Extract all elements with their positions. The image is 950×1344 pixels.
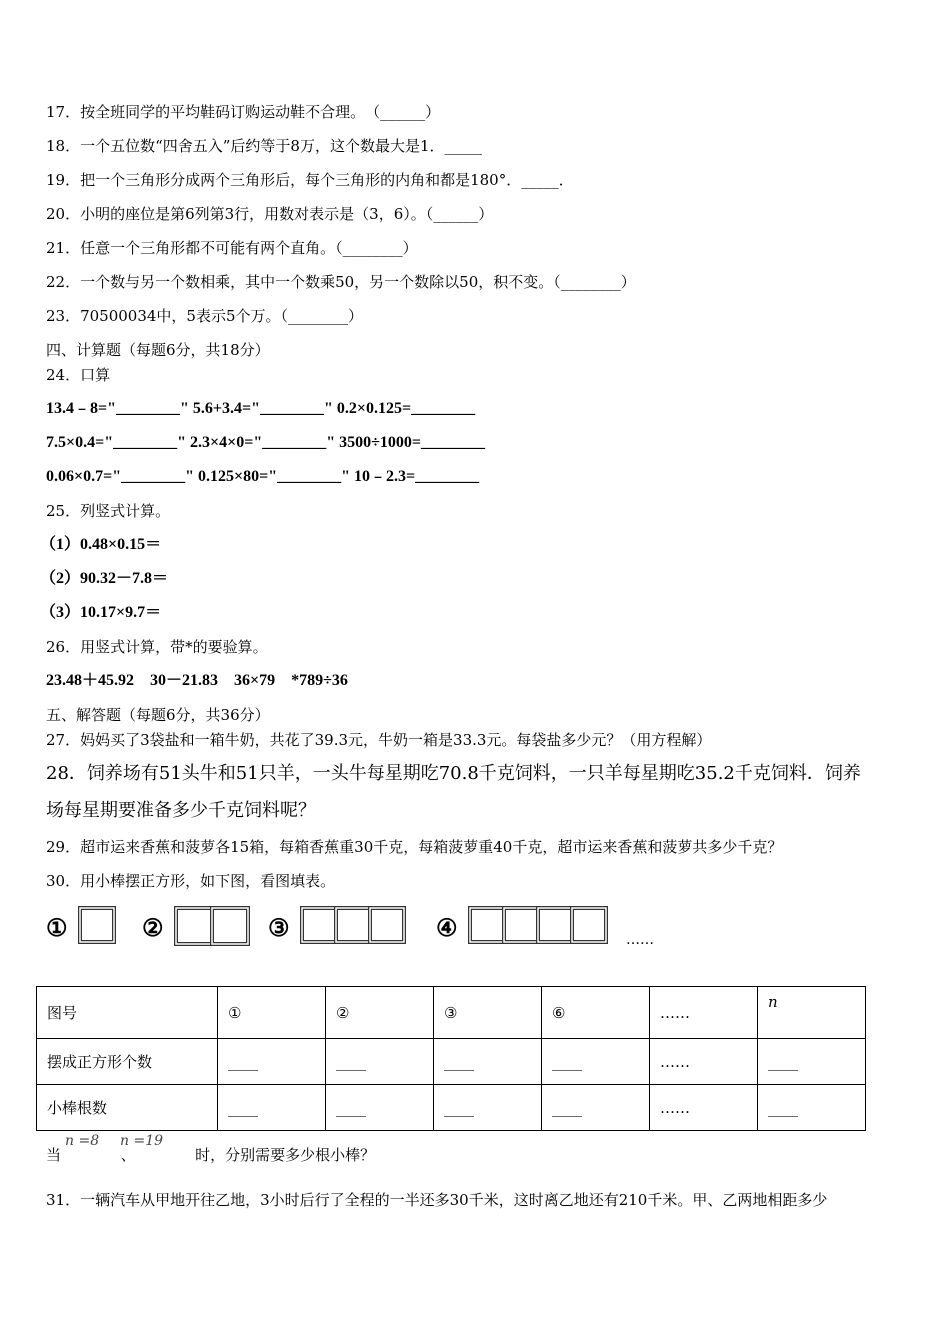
calc-row: 13.4﹣8="________" 5.6+3.4="________" 0.2×0.125=________	[46, 400, 476, 417]
matchstick-square	[504, 908, 538, 942]
question-24: 24．口算	[46, 366, 111, 384]
figure-label: ③	[268, 913, 290, 942]
question-22: 22．一个数与另一个数相乘，其中一个数乘50，另一个数除以50，积不变。（________）	[46, 273, 636, 291]
matchstick-square	[370, 908, 404, 942]
q25-item: （2）90.32－7.8＝	[40, 570, 169, 587]
table-cell: ……	[650, 1085, 758, 1131]
table-cell: ②	[326, 987, 434, 1039]
calc-row: 0.06×0.7="________" 0.125×80="________" 10﹣2.3=________	[46, 468, 480, 485]
table-cell: ____	[218, 1085, 326, 1131]
question-28-line2: 场每星期要准备多少千克饲料呢？	[46, 800, 316, 821]
question-20: 20．小明的座位是第6列第3行，用数对表示是（3，6）。（______）	[46, 205, 494, 223]
matchstick-figure	[44, 900, 684, 954]
table-row	[37, 1039, 866, 1085]
question-21: 21．任意一个三角形都不可能有两个直角。（________）	[46, 239, 418, 257]
followup-separator: 、	[120, 1146, 136, 1164]
table-cell: ____	[218, 1039, 326, 1085]
matchstick-square	[470, 908, 504, 942]
table-cell: 摆成正方形个数	[37, 1039, 218, 1085]
table-cell: ____	[434, 1039, 542, 1085]
table-cell: ____	[542, 1039, 650, 1085]
matchstick-svg	[44, 900, 684, 950]
fill-table	[36, 986, 866, 1131]
matchstick-square	[212, 908, 248, 944]
table-cell: ____	[542, 1085, 650, 1131]
matchstick-square	[176, 908, 212, 944]
table-row	[37, 1085, 866, 1131]
question-17: 17．按全班同学的平均鞋码订购运动鞋不合理。 （______）	[46, 103, 441, 121]
matchstick-square	[370, 908, 404, 942]
matchstick-square	[336, 908, 370, 942]
figure-label: ②	[142, 913, 164, 942]
table-cell: ……	[650, 987, 758, 1039]
table-cell: ____	[326, 1039, 434, 1085]
table-cell: ①	[218, 987, 326, 1039]
table-cell: 小棒根数	[37, 1085, 218, 1131]
n-equals-8: n =8	[65, 1133, 100, 1149]
question-31: 31．一辆汽车从甲地开往乙地，3小时后行了全程的一半还多30千米，这时离乙地还有210千米。甲、乙两地相距多少	[46, 1191, 828, 1209]
table-cell: ____	[758, 1039, 866, 1085]
question-28-line1: 28．饲养场有51头牛和51只羊，一头牛每星期吃70.8千克饲料，一只羊每星期吃35.2千克饲料．饲养	[46, 763, 861, 784]
table-cell: ____	[758, 1085, 866, 1131]
question-30: 30．用小棒摆正方形，如下图，看图填表。	[46, 872, 336, 890]
q26-items: 23.48＋45.92 30－21.83 36×79 *789÷36	[46, 672, 348, 689]
question-23: 23．70500034中，5表示5个万。（________）	[46, 307, 364, 325]
figure-label: ①	[46, 913, 68, 942]
table-header-row	[37, 987, 866, 1039]
table-cell: ⑥	[542, 987, 650, 1039]
question-26: 26．用竖式计算，带*的要验算。	[46, 638, 268, 656]
matchstick-square	[538, 908, 572, 942]
q25-item: （3）10.17×9.7＝	[40, 604, 162, 621]
calc-row: 7.5×0.4="________" 2.3×4×0="________" 3500÷1000=________	[46, 434, 486, 451]
table-cell: 图号	[37, 987, 218, 1039]
followup-prefix: 当	[46, 1146, 62, 1164]
matchstick-square	[572, 908, 606, 942]
question-18: 18．一个五位数“四舍五入”后约等于8万，这个数最大是1．_____	[46, 137, 483, 155]
matchstick-square	[80, 908, 114, 942]
figure-ellipsis: ……	[626, 932, 654, 948]
section-4-heading: 四、计算题（每题6分，共18分）	[46, 341, 270, 359]
table-cell: ____	[326, 1085, 434, 1131]
section-5-heading: 五、解答题（每题6分，共36分）	[46, 706, 270, 724]
matchstick-square	[302, 908, 336, 942]
table-cell: n	[758, 987, 866, 1039]
table-cell: ③	[434, 987, 542, 1039]
question-29: 29．超市运来香蕉和菠萝各15箱，每箱香蕉重30千克，每箱菠萝重40千克，超市运来香蕉和菠萝共多少千克？	[46, 838, 783, 856]
q25-item: （1）0.48×0.15＝	[40, 536, 162, 553]
table-cell: ……	[650, 1039, 758, 1085]
matchstick-square	[302, 908, 336, 942]
followup-suffix: 时，分别需要多少根小棒？	[195, 1146, 376, 1164]
matchstick-square	[470, 908, 504, 942]
matchstick-square	[80, 908, 114, 942]
n-equals-19: n =19	[120, 1133, 164, 1149]
matchstick-square	[336, 908, 370, 942]
matchstick-square	[538, 908, 572, 942]
figure-label: ④	[436, 913, 458, 942]
question-19: 19．把一个三角形分成两个三角形后，每个三角形的内角和都是180°．_____．	[46, 171, 574, 189]
matchstick-square	[504, 908, 538, 942]
matchstick-square	[212, 908, 248, 944]
matchstick-square	[572, 908, 606, 942]
question-25: 25．列竖式计算。	[46, 502, 171, 520]
table-cell: ____	[434, 1085, 542, 1131]
matchstick-square	[176, 908, 212, 944]
question-27: 27．妈妈买了3袋盐和一箱牛奶，共花了39.3元，牛奶一箱是33.3元。每袋盐多少元？（用方程解）	[46, 731, 712, 749]
